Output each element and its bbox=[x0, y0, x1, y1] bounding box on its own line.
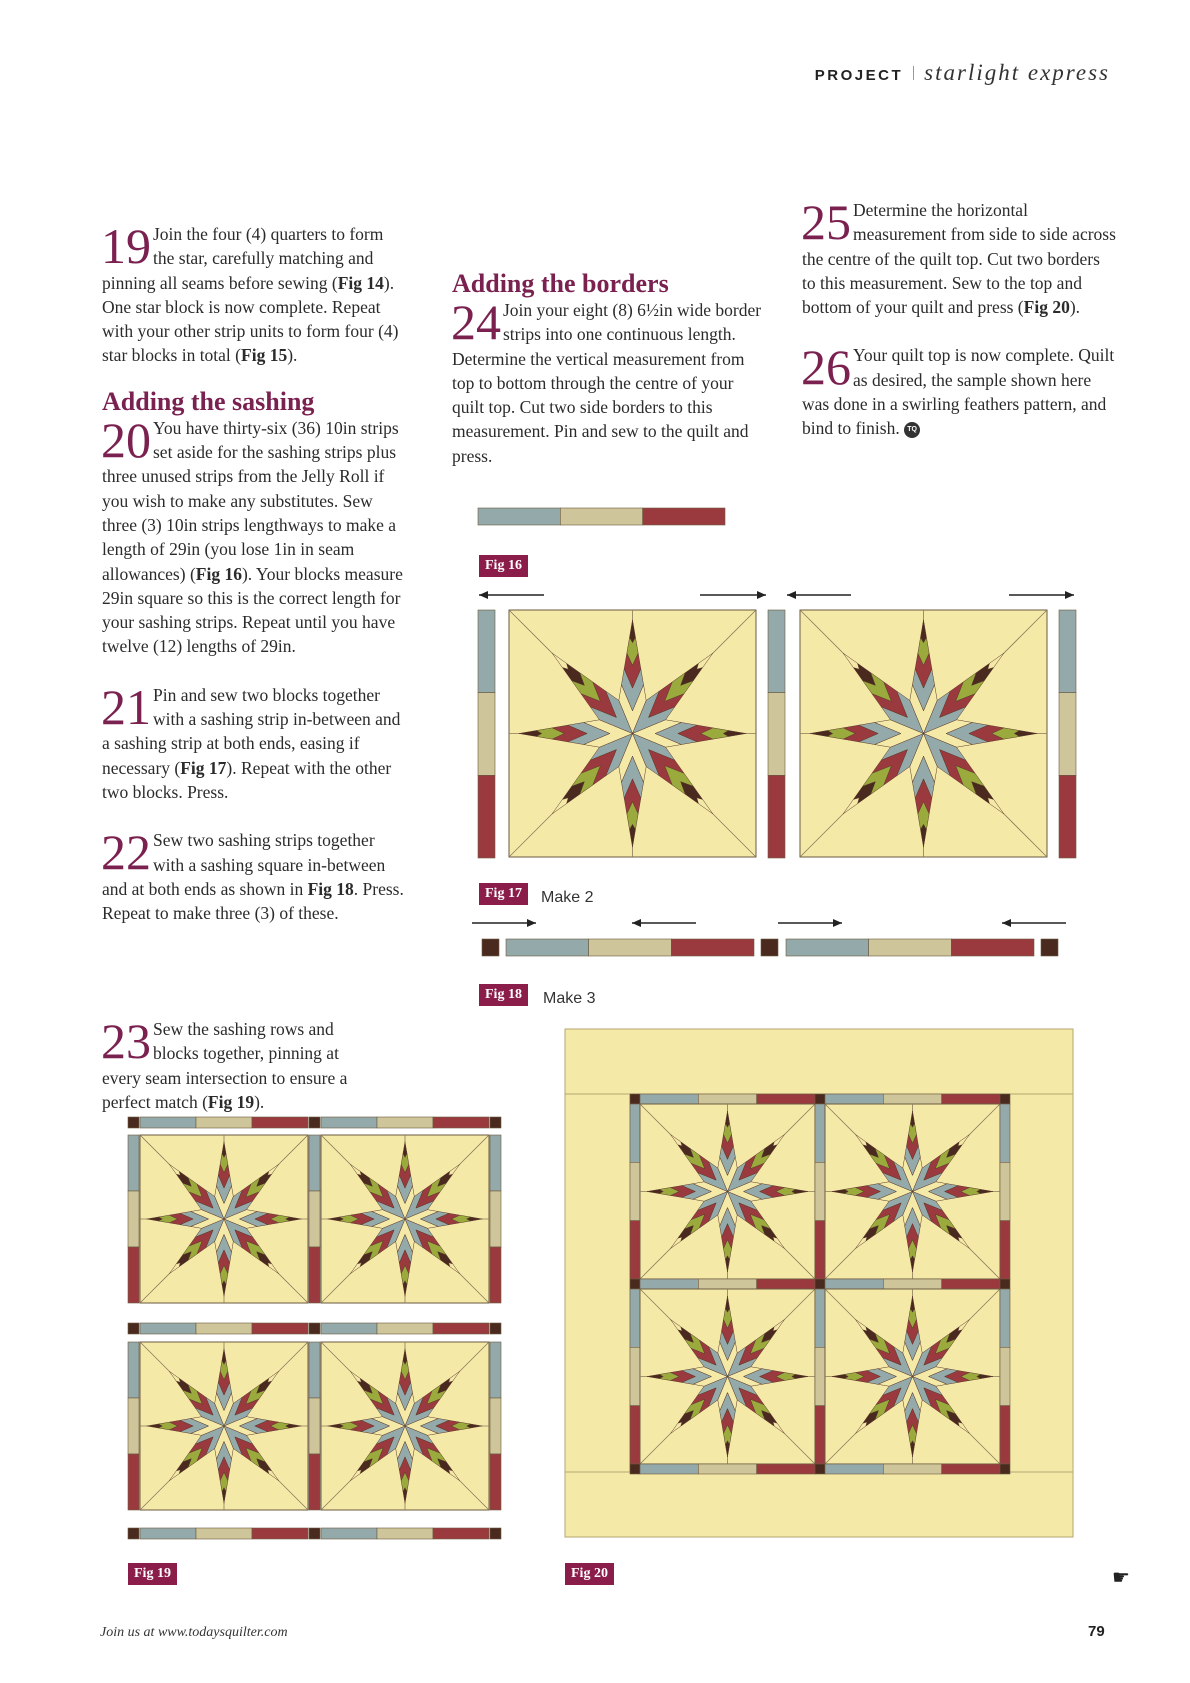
sashing-segment bbox=[869, 939, 952, 956]
direction-arrow-head bbox=[479, 591, 488, 599]
sashing-segment bbox=[433, 1117, 489, 1128]
sashing-segment bbox=[478, 508, 560, 525]
sashing-segment bbox=[140, 1117, 196, 1128]
sashing-segment bbox=[815, 1406, 825, 1464]
sashing-segment bbox=[643, 508, 725, 525]
sashing-segment bbox=[1000, 1406, 1010, 1464]
sashing-segment bbox=[1059, 610, 1076, 693]
sashing-segment bbox=[309, 1135, 320, 1191]
step-number: 22 bbox=[101, 824, 151, 881]
step-number: 26 bbox=[801, 339, 851, 396]
sashing-segment bbox=[252, 1323, 308, 1334]
star-block bbox=[800, 610, 1047, 857]
star-block bbox=[321, 1135, 489, 1303]
sashing-segment bbox=[589, 939, 672, 956]
header-divider bbox=[913, 66, 914, 80]
sashing-segment bbox=[630, 1289, 640, 1347]
sashing-segment bbox=[768, 693, 785, 776]
sashing-segment bbox=[321, 1528, 377, 1539]
sashing-square bbox=[630, 1094, 640, 1104]
sashing-segment bbox=[825, 1279, 883, 1289]
step-26: 26 Your quilt top is now complete. Quilt as desired, the sample shown here was done in a swirling feathers pattern, and bind to finish. TQ bbox=[801, 339, 1115, 439]
section-label: PROJECT bbox=[814, 67, 904, 84]
sashing-square bbox=[309, 1117, 320, 1128]
sashing-segment bbox=[698, 1094, 756, 1104]
sashing-square bbox=[1000, 1279, 1010, 1289]
sashing-segment bbox=[309, 1398, 320, 1454]
sashing-segment bbox=[883, 1279, 941, 1289]
step-number: 21 bbox=[101, 678, 151, 735]
sashing-segment bbox=[309, 1191, 320, 1247]
sashing-segment bbox=[128, 1342, 139, 1398]
figure-reference: Fig 15 bbox=[241, 345, 288, 366]
sashing-square bbox=[490, 1117, 501, 1128]
direction-arrow-head bbox=[757, 591, 766, 599]
sashing-segment bbox=[321, 1323, 377, 1334]
sashing-segment bbox=[490, 1454, 501, 1510]
page-turn-icon: ☛ bbox=[1112, 1567, 1130, 1589]
figure-reference: Fig 17 bbox=[180, 757, 227, 778]
sashing-segment bbox=[490, 1247, 501, 1303]
sashing-square bbox=[1000, 1464, 1010, 1474]
sashing-segment bbox=[196, 1323, 252, 1334]
fig17-block-row bbox=[474, 585, 1084, 860]
sashing-segment bbox=[140, 1528, 196, 1539]
sashing-segment bbox=[196, 1117, 252, 1128]
project-title: starlight express bbox=[924, 60, 1110, 85]
sashing-segment bbox=[1000, 1221, 1010, 1279]
sashing-segment bbox=[815, 1347, 825, 1405]
fig17-label: Fig 17 bbox=[479, 883, 528, 905]
end-mark-icon: TQ bbox=[904, 422, 920, 438]
sashing-segment bbox=[377, 1528, 433, 1539]
sashing-segment bbox=[630, 1406, 640, 1464]
text-column-2 bbox=[452, 270, 768, 468]
sashing-square bbox=[309, 1528, 320, 1539]
direction-arrow-head bbox=[632, 919, 641, 927]
sashing-segment bbox=[883, 1464, 941, 1474]
fig18-sashing-row bbox=[470, 918, 1080, 958]
sashing-segment bbox=[640, 1464, 698, 1474]
sashing-segment bbox=[942, 1094, 1000, 1104]
page-number: 79 bbox=[1088, 1623, 1105, 1640]
fig20-completed-quilt bbox=[565, 1029, 1075, 1539]
sashing-segment bbox=[128, 1398, 139, 1454]
step-number: 19 bbox=[101, 218, 151, 274]
sashing-segment bbox=[1059, 775, 1076, 858]
sashing-segment bbox=[825, 1464, 883, 1474]
sashing-segment bbox=[128, 1191, 139, 1247]
sashing-segment bbox=[768, 610, 785, 693]
sashing-square bbox=[630, 1464, 640, 1474]
sashing-segment bbox=[1000, 1289, 1010, 1347]
step-24: 24 Join your eight (8) 6½in wide border strips into one continuous length. Determine the vertical measurement from top to bottom through the centre of your quilt top. Cut two side borders to this measurement. Pin and sew to the quilt and press. bbox=[451, 294, 762, 466]
direction-arrow-head bbox=[787, 591, 796, 599]
sashing-segment bbox=[1000, 1104, 1010, 1162]
sashing-segment bbox=[671, 939, 754, 956]
sashing-segment bbox=[640, 1279, 698, 1289]
sashing-segment bbox=[490, 1398, 501, 1454]
star-block bbox=[140, 1342, 308, 1510]
sashing-segment bbox=[478, 610, 495, 693]
sashing-segment bbox=[321, 1117, 377, 1128]
step-23: 23 Sew the sashing rows and blocks together, pinning at every seam intersection to ensure a perfect match (Fig 19). bbox=[101, 1013, 348, 1112]
sashing-segment bbox=[128, 1454, 139, 1510]
sashing-segment bbox=[490, 1191, 501, 1247]
sashing-segment bbox=[757, 1464, 815, 1474]
sashing-segment bbox=[698, 1464, 756, 1474]
sashing-segment bbox=[757, 1279, 815, 1289]
direction-arrow-head bbox=[833, 919, 842, 927]
figure-reference: Fig 18 bbox=[307, 878, 354, 899]
star-block bbox=[825, 1104, 1000, 1279]
figure-reference: Fig 16 bbox=[195, 563, 242, 584]
sashing-square bbox=[630, 1279, 640, 1289]
sashing-segment bbox=[252, 1117, 308, 1128]
running-header bbox=[815, 60, 1110, 86]
sashing-segment bbox=[433, 1323, 489, 1334]
footer-website: Join us at www.todaysquilter.com bbox=[100, 1625, 288, 1640]
sashing-segment bbox=[560, 508, 642, 525]
sashing-segment bbox=[377, 1323, 433, 1334]
star-block bbox=[140, 1135, 308, 1303]
sashing-segment bbox=[815, 1162, 825, 1220]
sashing-segment bbox=[478, 693, 495, 776]
fig16-sashing-strip bbox=[478, 508, 728, 528]
sashing-segment bbox=[825, 1094, 883, 1104]
fig20-label: Fig 20 bbox=[565, 1563, 614, 1585]
sashing-segment bbox=[140, 1323, 196, 1334]
figure-reference: Fig 14 bbox=[337, 272, 384, 293]
sashing-square bbox=[815, 1464, 825, 1474]
star-block bbox=[321, 1342, 489, 1510]
sashing-segment bbox=[128, 1135, 139, 1191]
sashing-square bbox=[309, 1323, 320, 1334]
text-column-3 bbox=[801, 194, 1117, 441]
sashing-segment bbox=[815, 1104, 825, 1162]
sashing-segment bbox=[640, 1094, 698, 1104]
sashing-segment bbox=[815, 1289, 825, 1347]
fig19-assembled-rows bbox=[128, 1117, 510, 1539]
direction-arrow-head bbox=[1065, 591, 1074, 599]
sashing-segment bbox=[768, 775, 785, 858]
sashing-segment bbox=[786, 939, 869, 956]
sashing-square bbox=[490, 1323, 501, 1334]
sashing-segment bbox=[433, 1528, 489, 1539]
sashing-segment bbox=[490, 1342, 501, 1398]
sashing-segment bbox=[377, 1117, 433, 1128]
fig17-note: Make 2 bbox=[541, 889, 594, 906]
step-22: 22 Sew two sashing strips together with a sashing square in-between and at both ends as shown in Fig 18. Press. Repeat to make three (3) of these. bbox=[101, 824, 404, 924]
sashing-segment bbox=[942, 1279, 1000, 1289]
sashing-square bbox=[128, 1323, 139, 1334]
sashing-segment bbox=[252, 1528, 308, 1539]
section-heading-borders: Adding the borders bbox=[452, 269, 669, 298]
sashing-segment bbox=[698, 1279, 756, 1289]
sashing-segment bbox=[757, 1094, 815, 1104]
sashing-segment bbox=[478, 775, 495, 858]
sashing-segment bbox=[490, 1135, 501, 1191]
sashing-segment bbox=[815, 1221, 825, 1279]
sashing-square bbox=[1041, 939, 1058, 956]
sashing-square bbox=[482, 939, 499, 956]
sashing-square bbox=[128, 1117, 139, 1128]
sashing-segment bbox=[1000, 1347, 1010, 1405]
sashing-segment bbox=[1000, 1162, 1010, 1220]
fig16-label: Fig 16 bbox=[479, 555, 528, 577]
step-number: 25 bbox=[801, 194, 851, 250]
star-block bbox=[640, 1104, 815, 1279]
sashing-segment bbox=[196, 1528, 252, 1539]
text-column-1 bbox=[101, 218, 407, 925]
sashing-segment bbox=[506, 939, 589, 956]
sashing-square bbox=[815, 1094, 825, 1104]
sashing-segment bbox=[309, 1342, 320, 1398]
sashing-segment bbox=[309, 1454, 320, 1510]
sashing-square bbox=[490, 1528, 501, 1539]
sashing-segment bbox=[630, 1104, 640, 1162]
sashing-segment bbox=[309, 1247, 320, 1303]
sashing-square bbox=[815, 1279, 825, 1289]
figure-reference: Fig 20 bbox=[1023, 297, 1070, 318]
sashing-square bbox=[761, 939, 778, 956]
sashing-square bbox=[1000, 1094, 1010, 1104]
sashing-segment bbox=[630, 1347, 640, 1405]
fig18-label: Fig 18 bbox=[479, 984, 528, 1006]
step-23-start bbox=[101, 1013, 382, 1114]
figure-reference: Fig 19 bbox=[207, 1091, 255, 1112]
sashing-segment bbox=[951, 939, 1034, 956]
step-25: 25 Determine the horizontal measurement from side to side across the centre of the quilt top. Cut two borders to this measurement. Sew to the top and bottom of your quilt and press (Fig 20). bbox=[801, 194, 1116, 318]
sashing-segment bbox=[883, 1094, 941, 1104]
step-19: 19 Join the four (4) quarters to form the star, carefully matching and pinning all seams before sewing (Fig 14). One star block is now complete. Repeat with your other strip units to form four (4) star blocks in total (Fig 15). bbox=[101, 218, 399, 366]
star-block bbox=[640, 1289, 815, 1464]
sashing-segment bbox=[630, 1162, 640, 1220]
sashing-segment bbox=[1059, 693, 1076, 776]
direction-arrow-head bbox=[1002, 919, 1011, 927]
fig19-label: Fig 19 bbox=[128, 1563, 177, 1585]
star-block bbox=[509, 610, 756, 857]
step-number: 24 bbox=[451, 294, 501, 350]
sashing-segment bbox=[128, 1247, 139, 1303]
sashing-segment bbox=[942, 1464, 1000, 1474]
step-20: 20 You have thirty-six (36) 10in strips set aside for the sashing strips plus three unused strips from the Jelly Roll if you wish to make any substitutes. Sew three (3) 10in strips lengthways to make a length of 29in (you lose 1in in seam allowances) (Fig 16). Your blocks measure 29in square so this is the correct length for your sashing strips. Repeat until you have twelve (12) lengths of 29in. bbox=[101, 411, 403, 657]
star-block bbox=[825, 1289, 1000, 1464]
step-number: 23 bbox=[101, 1013, 151, 1069]
direction-arrow-head bbox=[527, 919, 536, 927]
step-21: 21 Pin and sew two blocks together with a sashing strip in-between and a sashing strip at both ends, easing if necessary (Fig 17). Repeat with the other two blocks. Press. bbox=[101, 678, 401, 802]
sashing-square bbox=[128, 1528, 139, 1539]
step-number: 20 bbox=[101, 411, 151, 468]
sashing-segment bbox=[630, 1221, 640, 1279]
section-heading-sashing: Adding the sashing bbox=[102, 386, 315, 416]
fig18-note: Make 3 bbox=[543, 990, 596, 1007]
